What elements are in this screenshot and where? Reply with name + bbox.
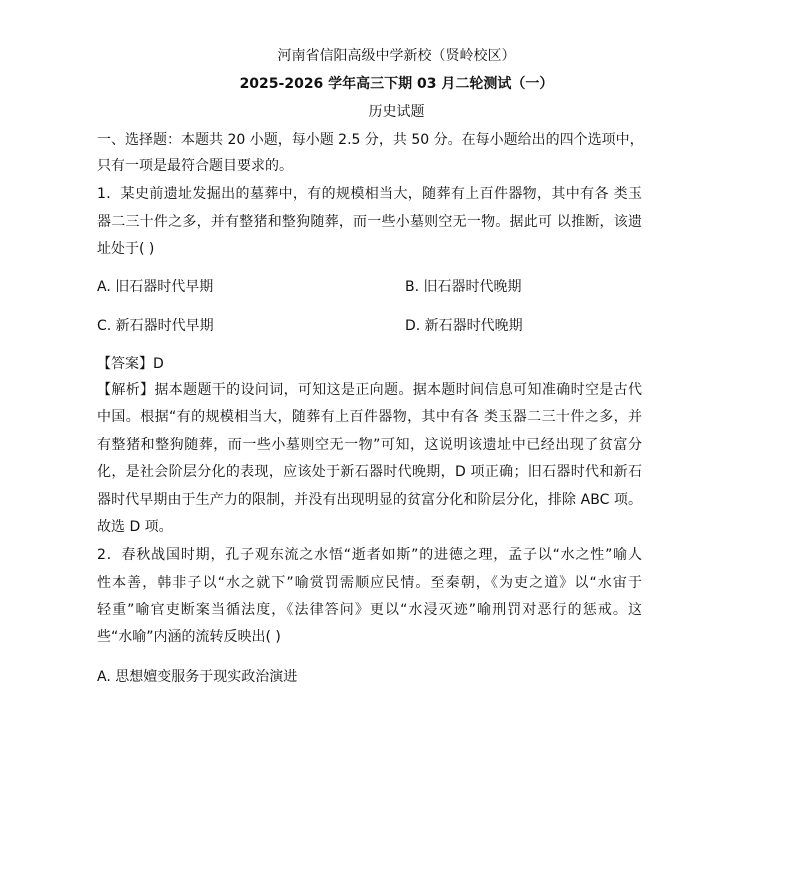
question-2-stem-line-4: 些“水喻”内涵的流转反映出( )	[97, 629, 281, 645]
question-1-option-c: C. 新石器时代早期	[97, 318, 214, 334]
section-instruction-line-1: 一、选择题：本题共 20 小题，每小题 2.5 分，共 50 分。在每小题给出的四个选项中，	[97, 132, 644, 148]
question-1-stem-line-3: 址处于( )	[97, 241, 155, 257]
question-1-explanation-line-1: 【解析】据本题题干的设问词，可知这是正向题。据本题时间信息可知准确时空是古代	[97, 382, 642, 398]
section-instruction-line-2: 只有一项是最符合题目要求的。	[97, 158, 293, 174]
question-1-explanation-line-3: 有整猪和整狗随葬，而一些小墓则空无一物”可知，这说明该遗址中已经出现了贫富分	[97, 437, 642, 453]
question-1-explanation-line-6: 故选 D 项。	[97, 519, 173, 535]
school-title: 河南省信阳高级中学新校（贤岭校区）	[277, 48, 516, 64]
question-1-explanation-line-2: 中国。根据“有的规模相当大，随葬有上百件器物，其中有各 类玉器二三十件之多，并	[97, 409, 642, 425]
question-1-option-d: D. 新石器时代晚期	[405, 318, 523, 334]
question-2-stem-line-1: 2．春秋战国时期，孔子观东流之水悟“逝者如斯”的进德之理，孟子以“水之性”喻人	[97, 547, 642, 563]
subject-title: 历史试题	[368, 104, 425, 120]
question-1-answer: 【答案】D	[97, 356, 164, 372]
question-1-explanation-line-5: 器时代早期由于生产力的限制，并没有出现明显的贫富分化和阶层分化，排除 ABC 项。	[97, 492, 642, 508]
question-2-option-a: A. 思想嬗变服务于现实政治演进	[97, 669, 298, 685]
question-1-stem-line-1: 1．某史前遗址发掘出的墓葬中，有的规模相当大，随葬有上百件器物，其中有各 类玉	[97, 186, 642, 202]
question-1-option-b: B. 旧石器时代晚期	[405, 279, 522, 295]
question-1-stem-line-2: 器二三十件之多，并有整猪和整狗随葬，而一些小墓则空无一物。据此可 以推断，该遗	[97, 214, 642, 230]
question-2-stem-line-2: 性本善，韩非子以“水之就下”喻赏罚需顺应民情。至秦朝，《为吏之道》以“水宙于	[97, 575, 642, 591]
question-1-option-a: A. 旧石器时代早期	[97, 279, 214, 295]
question-2-stem-line-3: 轻重”喻官吏断案当循法度，《法律答问》更以“水浸灭迹”喻刑罚对恶行的惩戒。这	[97, 602, 642, 618]
exam-title: 2025-2026 学年高三下期 03 月二轮测试（一）	[239, 76, 554, 92]
question-1-explanation-line-4: 化，是社会阶层分化的表现，应该处于新石器时代晚期，D 项正确；旧石器时代和新石	[97, 464, 642, 480]
